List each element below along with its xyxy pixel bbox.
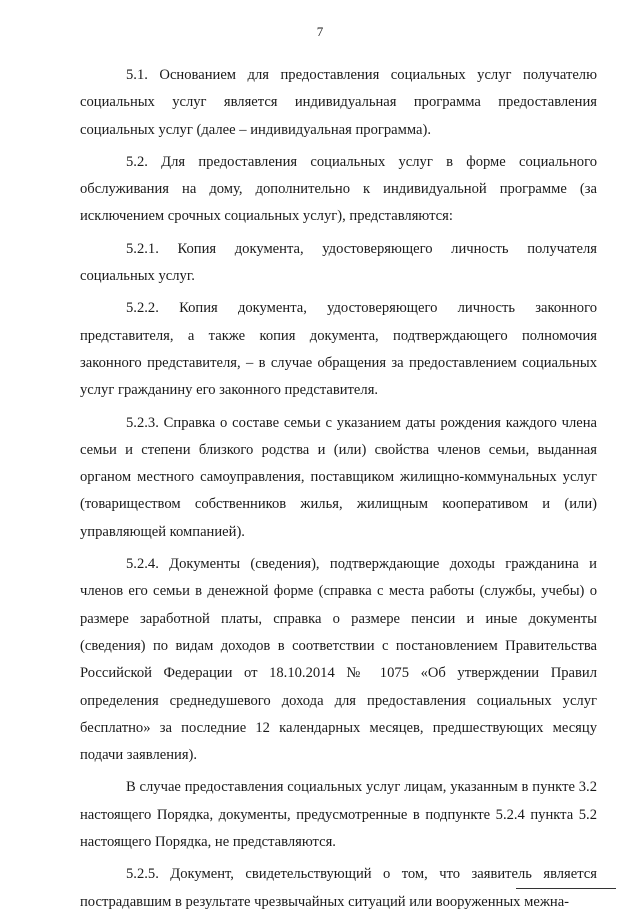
- paragraph-5-2-5: 5.2.5. Документ, свидетельствующий о том, что заявитель является пострадавшим в результате чрезвычайных ситуаций или вооруженных межна-: [80, 866, 597, 910]
- paragraph-5-2: 5.2. Для предоставления социальных услуг в форме социального обслуживания на дому, дополнительно к индивидуальной программе (за исключением срочных социальных услуг), представляются:: [80, 153, 597, 225]
- paragraph-exception-note: В случае предоставления социальных услуг лицам, указанным в пункте 3.2 настоящего Порядка, документы, предусмотренные в подпункте 5.2.4 пункта 5.2 настоящего Порядка, не представляются.: [80, 779, 597, 851]
- footnote-divider: [516, 888, 616, 889]
- paragraph-5-1: 5.1. Основанием для предоставления социальных услуг получателю социальных услуг является индивидуальная программа предоставления социальных услуг (далее – индивидуальная программа).: [80, 67, 597, 138]
- paragraph-5-2-1: 5.2.1. Копия документа, удостоверяющего личность получателя социальных услуг.: [80, 240, 597, 285]
- paragraph-5-2-4: 5.2.4. Документы (сведения), подтверждающие доходы гражданина и членов его семьи в денежной форме (справка с места работы (службы, учебы) о размере заработной платы, справка о размере пенсии и иные документы (сведения) по видам доходов в соответствии с постановлением Правительства Российской Федерации от 18.10.2014 № 1075 «Об утверждении Правил определения среднедушевого дохода для предоставления социальных услуг бесплатно» за последние 12 календарных месяцев, предшествующих месяцу подачи заявления).: [80, 556, 597, 764]
- paragraph-5-2-2: 5.2.2. Копия документа, удостоверяющего личность законного представителя, а также копия документа, подтверждающего полномочия законного представителя, – в случае обращения за предоставлением социальных услуг гражданину его законного представителя.: [80, 300, 597, 399]
- page-number: 7: [316, 24, 324, 39]
- paragraph-5-2-3: 5.2.3. Справка о составе семьи с указанием даты рождения каждого члена семьи и степени близкого родства и (или) свойства членов семьи, выданная органом местного самоуправления, поставщиком жилищно-коммунальных услуг (товариществом собственников жилья, жилищным кооперативом и (или) управляющей компанией).: [80, 414, 597, 540]
- document-body: [80, 62, 597, 918]
